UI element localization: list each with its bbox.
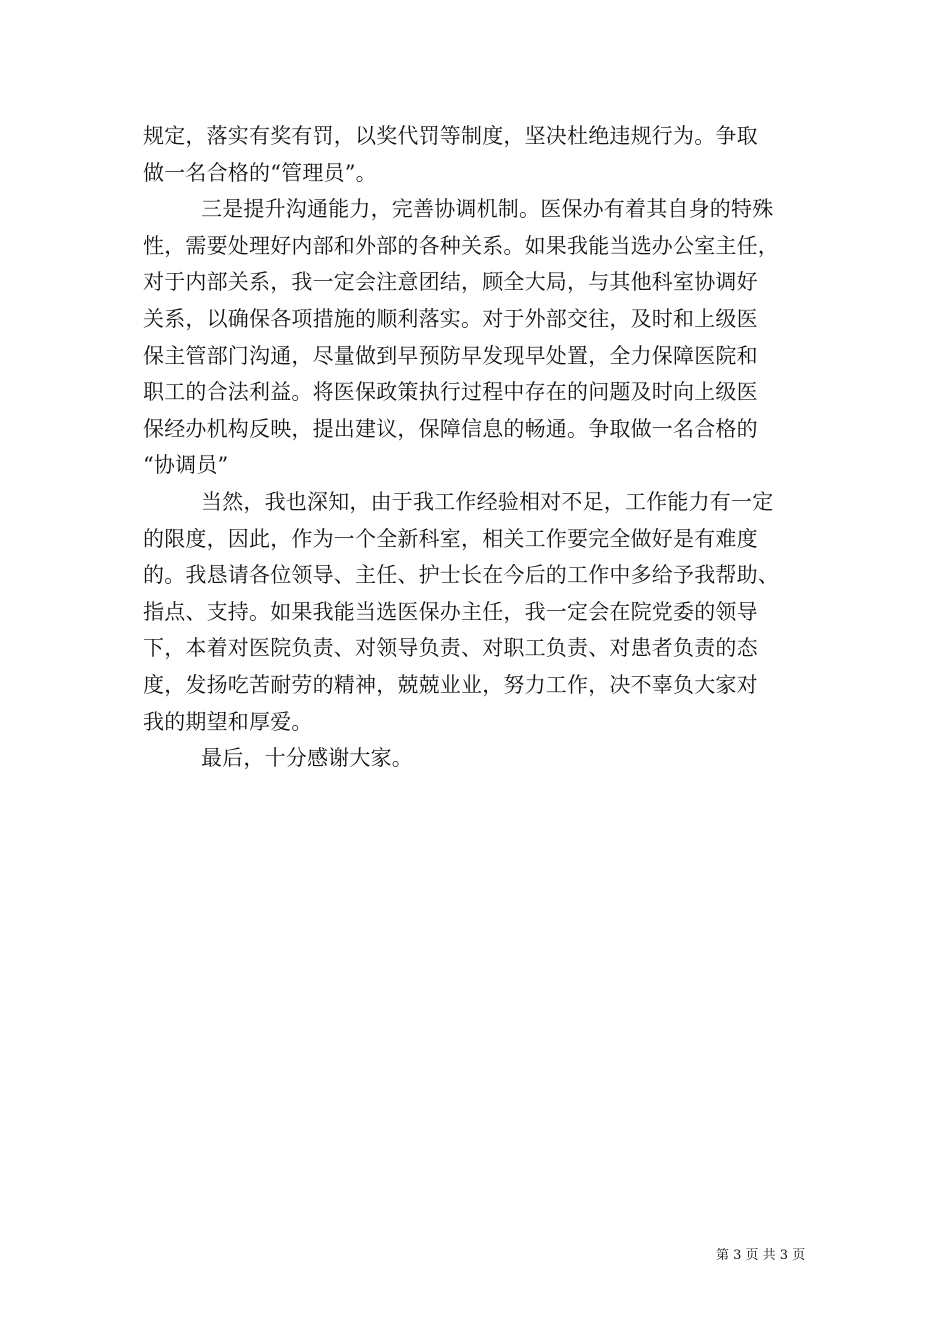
paragraph-start-line: 当然，我也深知，由于我工作经验相对不足，工作能力有一定 <box>201 489 774 514</box>
text-line: 下，本着对医院负责、对领导负责、对职工负责、对患者负责的态 <box>143 636 758 661</box>
text-line: 关系，以确保各项措施的顺利落实。对于外部交往，及时和上级医 <box>143 306 758 331</box>
paragraph-start-line: 最后，十分感谢大家。 <box>201 746 413 771</box>
text-line: 指点、支持。如果我能当选医保办主任，我一定会在院党委的领导 <box>143 599 758 624</box>
text-line: 的。我恳请各位领导、主任、护士长在今后的工作中多给予我帮助、 <box>143 563 779 588</box>
text-line: 我的期望和厚爱。 <box>143 709 313 734</box>
text-line: 的限度，因此，作为一个全新科室，相关工作要完全做好是有难度 <box>143 526 758 551</box>
page-number-footer: 第 3 页 共 3 页 <box>716 1248 806 1263</box>
paragraph-start-line: 三是提升沟通能力，完善协调机制。医保办有着其自身的特殊 <box>201 197 774 222</box>
document-body <box>143 118 811 777</box>
text-line: 度，发扬吃苦耐劳的精神，兢兢业业，努力工作，决不辜负大家对 <box>143 672 758 697</box>
text-line: 对于内部关系，我一定会注意团结，顾全大局，与其他科室协调好 <box>143 270 758 295</box>
text-line: 保经办机构反映，提出建议，保障信息的畅通。争取做一名合格的 <box>143 416 758 441</box>
text-line: “协调员” <box>143 453 229 478</box>
text-line: 职工的合法利益。将医保政策执行过程中存在的问题及时向上级医 <box>143 380 758 405</box>
text-line: 保主管部门沟通，尽量做到早预防早发现早处置，全力保障医院和 <box>143 343 758 368</box>
text-line: 性，需要处理好内部和外部的各种关系。如果我能当选办公室主任， <box>143 233 779 258</box>
text-line: 规定，落实有奖有罚，以奖代罚等制度，坚决杜绝违规行为。争取 <box>143 124 758 148</box>
text-line: 做一名合格的“管理员”。 <box>143 160 377 185</box>
